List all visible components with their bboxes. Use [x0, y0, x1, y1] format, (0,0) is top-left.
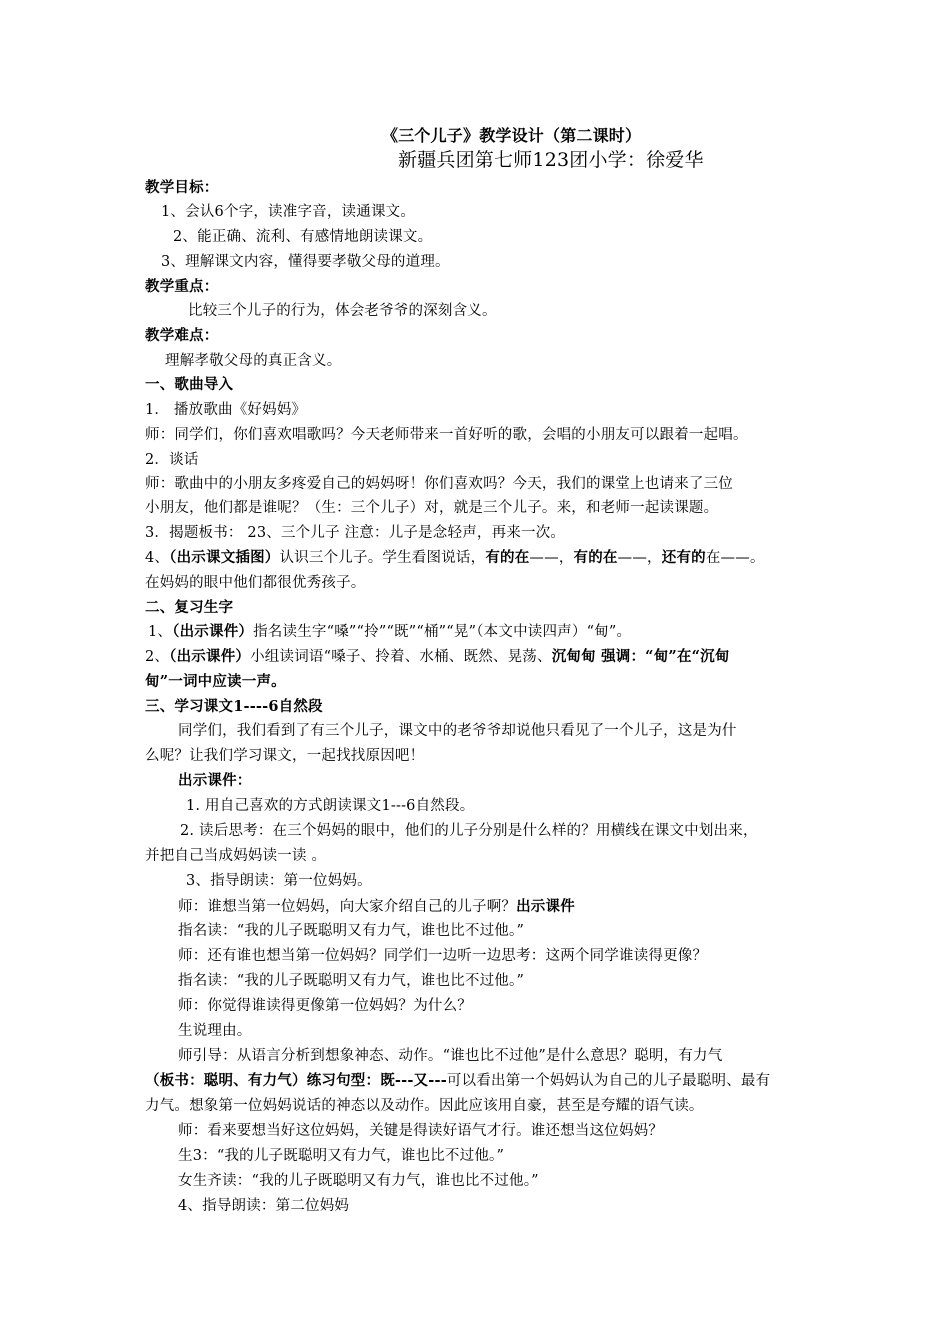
paragraph-line [148, 622, 631, 642]
section-heading-key-points: 教学重点： [145, 278, 219, 295]
text-run: 2、 [145, 649, 170, 665]
paragraph-line: 1． 播放歌曲《好妈妈》 [145, 402, 307, 418]
paragraph-line: 师：看来要想当好这位妈妈，关键是得读好语气才行。谁还想当这位妈妈？ [178, 1123, 664, 1139]
paragraph-line [145, 647, 730, 667]
text-run: ——， [617, 550, 662, 566]
paragraph-line: 并把自己当成妈妈读一读 。 [145, 848, 327, 864]
paragraph-line: 师：歌曲中的小朋友多疼爱自己的妈妈呀！你们喜欢吗？今天，我们的课堂上也请来了三位 [145, 476, 733, 492]
paragraph-line: 出示课件： [178, 772, 252, 789]
text-run: 4、 [145, 550, 170, 566]
text-run-bold: （出示课件） [172, 623, 254, 640]
paragraph-line: 师引导：从语言分析到想象神态、动作。“谁也比不过他”是什么意思？聪明，有力气 [178, 1048, 723, 1064]
text-run: 1、 [148, 624, 173, 640]
paragraph-line: 甸”一词中应读一声。 [145, 673, 286, 690]
paragraph-line: 4、指导朗读：第二位妈妈 [178, 1198, 350, 1214]
objective-2: 2、能正确、流利、有感情地朗读课文。 [173, 229, 433, 245]
text-run-bold: （板书：聪明、有力气）练习句型：既---又--- [145, 1072, 447, 1089]
paragraph-line: 生说理由。 [178, 1023, 252, 1039]
difficulty-text: 理解孝敬父母的真正含义。 [165, 353, 342, 369]
paragraph-line: 小朋友，他们都是谁呢？（生：三个儿子）对，就是三个儿子。来，和老师一起读课题。 [145, 500, 719, 516]
paragraph-line: 3．揭题板书： 23、三个儿子 注意：儿子是念轻声，再来一次。 [145, 525, 566, 541]
paragraph-line: 师：你觉得谁读得更像第一位妈妈？为什么？ [178, 998, 472, 1014]
paragraph-line: 力气。想象第一位妈妈说话的神态以及动作。因此应该用自豪，甚至是夸耀的语气读。 [145, 1098, 704, 1114]
paragraph-line: 1. 用自己喜欢的方式朗读课文1---6自然段。 [186, 798, 475, 814]
paragraph-line [145, 1071, 770, 1091]
paragraph-line [145, 548, 765, 568]
text-run: 小组读词语“嗓子、拎着、水桶、既然、晃荡、 [250, 649, 552, 665]
paragraph-line: 3、指导朗读：第一位妈妈。 [186, 873, 372, 889]
section-heading-difficulties: 教学难点： [145, 327, 219, 344]
key-point-text: 比较三个儿子的行为，体会老爷爷的深刻含义。 [188, 303, 497, 319]
text-run-bold: 出示课件 [516, 898, 575, 915]
section-heading-review: 二、复习生字 [145, 599, 234, 616]
paragraph-line: 同学们，我们看到了有三个儿子，课文中的老爷爷却说他只看见了一个儿子，这是为什 [178, 723, 737, 739]
text-run-bold: （出示课件） [169, 648, 251, 665]
text-run: ——， [529, 550, 574, 566]
text-run: 认识三个儿子。学生看图说话， [279, 550, 486, 566]
document-author: 新疆兵团第七师123团小学：徐爱华 [398, 149, 704, 171]
document-title: 《三个儿子》教学设计（第二课时） [382, 126, 642, 145]
section-heading-study: 三、学习课文1----6自然段 [145, 698, 323, 715]
section-heading-song-intro: 一、歌曲导入 [145, 376, 234, 393]
text-run: 可以看出第一个妈妈认为自己的儿子最聪明、最有 [446, 1073, 771, 1089]
text-run-bold: 还有的 [661, 549, 706, 566]
paragraph-line: 么呢？让我们学习课文，一起找找原因吧！ [145, 748, 425, 764]
paragraph-line [178, 897, 575, 917]
text-run-bold: 有的在 [573, 549, 618, 566]
text-run: 指名读生字“嗓”“拎”“既”“桶”“晃”（本文中读四声）“甸”。 [253, 624, 632, 640]
paragraph-line: 女生齐读：“我的儿子既聪明又有力气，谁也比不过他。” [178, 1173, 539, 1189]
text-run-bold: 有的在 [485, 549, 530, 566]
text-run: 师：谁想当第一位妈妈，向大家介绍自己的儿子啊？ [178, 899, 517, 915]
text-run: 在——。 [705, 550, 765, 566]
paragraph-line: 在妈妈的眼中他们都很优秀孩子。 [145, 575, 366, 591]
paragraph-line: 指名读：“我的儿子既聪明又有力气，谁也比不过他。” [178, 973, 525, 989]
section-heading-objectives: 教学目标： [145, 179, 219, 196]
paragraph-line: 生3：“我的儿子既聪明又有力气，谁也比不过他。” [178, 1148, 505, 1164]
text-run-bold: 沉甸甸 强调：“甸”在“沉甸 [551, 648, 730, 665]
paragraph-line: 2．谈话 [145, 452, 199, 468]
objective-1: 1、会认6个字，读准字音，读通课文。 [161, 204, 416, 220]
paragraph-line: 师：还有谁也想当第一位妈妈？同学们一边听一边思考：这两个同学谁读得更像？ [178, 948, 708, 964]
paragraph-line: 2. 读后思考：在三个妈妈的眼中，他们的儿子分别是什么样的？用横线在课文中划出来， [180, 823, 758, 839]
paragraph-line: 师：同学们，你们喜欢唱歌吗？今天老师带来一首好听的歌，会唱的小朋友可以跟着一起唱。 [145, 427, 748, 443]
paragraph-line: 指名读：“我的儿子既聪明又有力气，谁也比不过他。” [178, 923, 525, 939]
text-run-bold: （出示课文插图） [169, 549, 280, 566]
objective-3: 3、理解课文内容，懂得要孝敬父母的道理。 [161, 254, 450, 270]
